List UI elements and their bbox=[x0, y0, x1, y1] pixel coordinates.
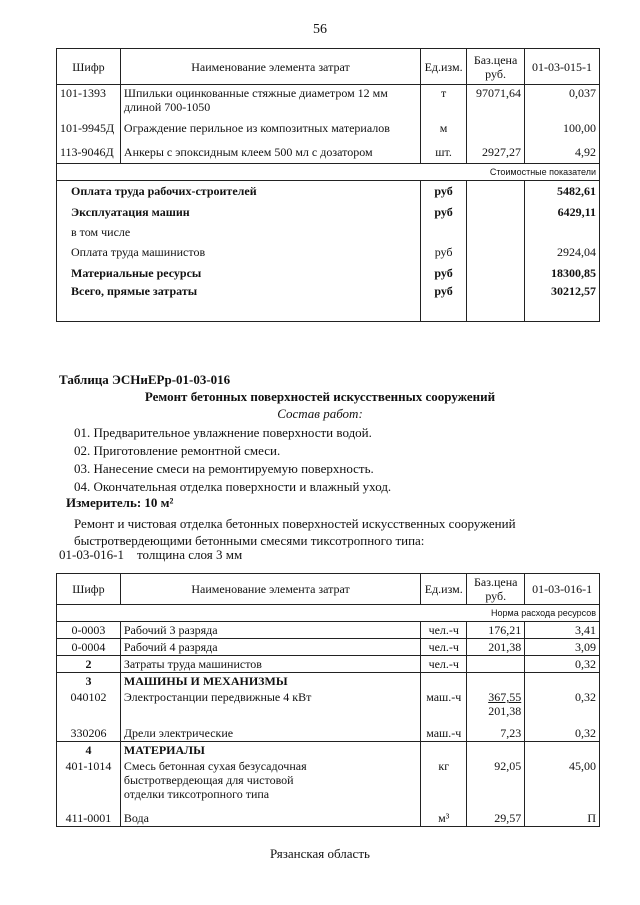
cost-name: в том числе bbox=[57, 222, 421, 242]
price-current: 367,55 bbox=[488, 690, 522, 704]
col-name: Наименование элемента затрат bbox=[120, 574, 420, 605]
col-code: Шифр bbox=[57, 49, 121, 85]
cost-value: 6429,11 bbox=[525, 201, 600, 222]
work-item: 01. Предварительное увлажнение поверхности водой. bbox=[74, 425, 372, 440]
row-code: 401-1014 bbox=[57, 758, 121, 810]
row-unit: м bbox=[421, 115, 467, 141]
row-name: Электростанции передвижные 4 кВт bbox=[120, 689, 420, 725]
section-num: 3 bbox=[57, 673, 121, 690]
cost-name: Всего, прямые затраты bbox=[57, 283, 421, 321]
cost-name: Эксплуатация машин bbox=[57, 201, 421, 222]
row-unit: чел.-ч bbox=[421, 622, 467, 639]
section-subtitle: Состав работ: bbox=[277, 406, 363, 421]
row-unit: чел.-ч bbox=[421, 656, 467, 673]
table-heading: Таблица ЭСНиЕРр-01-03-016 bbox=[59, 372, 231, 387]
col-name: Наименование элемента затрат bbox=[120, 49, 420, 85]
row-unit: шт. bbox=[421, 141, 467, 163]
row-price bbox=[467, 689, 525, 725]
row-price: 176,21 bbox=[467, 622, 525, 639]
row-code: 2 bbox=[57, 656, 121, 673]
row-code: 0-0003 bbox=[57, 622, 121, 639]
col-price: Баз.цена руб. bbox=[467, 574, 525, 605]
row-code: 101-9945Д bbox=[57, 115, 121, 141]
cost-unit: руб bbox=[421, 262, 467, 283]
row-price: 2927,27 bbox=[467, 141, 525, 163]
description: Ремонт и чистовая отделка бетонных поверхностей искусственных сооружений быстротвердеющими бетонными смесями тиксотропного типа: bbox=[74, 516, 516, 548]
cost-header: Стоимостные показатели bbox=[57, 163, 600, 180]
row-value: П bbox=[525, 810, 600, 827]
row-code: 0-0004 bbox=[57, 639, 121, 656]
cost-unit: руб bbox=[421, 180, 467, 201]
footer-region: Рязанская область bbox=[270, 846, 370, 861]
cost-unit: руб bbox=[421, 201, 467, 222]
row-unit: т bbox=[421, 85, 467, 116]
norm-header: Норма расхода ресурсов bbox=[57, 605, 600, 622]
work-item: 02. Приготовление ремонтной смеси. bbox=[74, 443, 281, 458]
row-price: 201,38 bbox=[467, 639, 525, 656]
section-num: 4 bbox=[57, 742, 121, 759]
col-unit: Ед.изм. bbox=[421, 574, 467, 605]
page-number: 56 bbox=[313, 22, 327, 37]
row-value: 3,41 bbox=[525, 622, 600, 639]
price-machinist: 201,38 bbox=[488, 704, 522, 718]
row-value: 0,037 bbox=[525, 85, 600, 116]
section-title: Ремонт бетонных поверхностей искусственных сооружений bbox=[144, 389, 496, 404]
row-name: Рабочий 4 разряда bbox=[120, 639, 420, 656]
row-name: Рабочий 3 разряда bbox=[120, 622, 420, 639]
section-name: МАШИНЫ И МЕХАНИЗМЫ bbox=[120, 673, 420, 690]
cost-name: Материальные ресурсы bbox=[57, 262, 421, 283]
cost-name: Оплата труда машинистов bbox=[57, 242, 421, 262]
row-unit: кг bbox=[421, 758, 467, 810]
row-price bbox=[467, 656, 525, 673]
row-unit: м³ bbox=[421, 810, 467, 827]
row-name: Шпильки оцинкованные стяжные диаметром 12 мм длиной 700-1050 bbox=[120, 85, 420, 116]
cost-value: 18300,85 bbox=[525, 262, 600, 283]
row-name: Дрели электрические bbox=[120, 725, 420, 742]
cost-value: 2924,04 bbox=[525, 242, 600, 262]
row-price: 97071,64 bbox=[467, 85, 525, 116]
row-price: 7,23 bbox=[467, 725, 525, 742]
col-price: Баз.цена руб. bbox=[467, 49, 525, 85]
cost-value: 5482,61 bbox=[525, 180, 600, 201]
row-value: 0,32 bbox=[525, 725, 600, 742]
row-value: 0,32 bbox=[525, 656, 600, 673]
row-price bbox=[467, 115, 525, 141]
row-code: 040102 bbox=[57, 689, 121, 725]
measure-unit: Измеритель: 10 м² bbox=[66, 495, 174, 510]
row-code: 113-9046Д bbox=[57, 141, 121, 163]
row-code: 330206 bbox=[57, 725, 121, 742]
row-name: Анкеры с эпоксидным клеем 500 мл с дозатором bbox=[120, 141, 420, 163]
col-norm: 01-03-016-1 bbox=[525, 574, 600, 605]
row-unit: маш.-ч bbox=[421, 689, 467, 725]
row-unit: чел.-ч bbox=[421, 639, 467, 656]
col-norm: 01-03-015-1 bbox=[525, 49, 600, 85]
row-name: Смесь бетонная сухая безусадочная быстротвердеющая для чистовой отделки тиксотропного типа bbox=[120, 758, 420, 810]
section-name: МАТЕРИАЛЫ bbox=[120, 742, 420, 759]
row-value: 100,00 bbox=[525, 115, 600, 141]
cost-name: Оплата труда рабочих-строителей bbox=[57, 180, 421, 201]
variant-line: 01-03-016-1 толщина слоя 3 мм bbox=[59, 547, 243, 562]
row-price: 29,57 bbox=[467, 810, 525, 827]
row-code: 101-1393 bbox=[57, 85, 121, 116]
resource-table-016 bbox=[56, 573, 600, 827]
row-price: 92,05 bbox=[467, 758, 525, 810]
col-unit: Ед.изм. bbox=[421, 49, 467, 85]
row-value: 4,92 bbox=[525, 141, 600, 163]
work-item: 03. Нанесение смеси на ремонтируемую поверхность. bbox=[74, 461, 374, 476]
row-name: Затраты труда машинистов bbox=[120, 656, 420, 673]
resource-table-015 bbox=[56, 48, 600, 322]
work-item: 04. Окончательная отделка поверхности и влажный уход. bbox=[74, 479, 392, 494]
row-name: Ограждение перильное из композитных материалов bbox=[120, 115, 420, 141]
cost-unit: руб bbox=[421, 242, 467, 262]
cost-value: 30212,57 bbox=[525, 283, 600, 321]
row-name: Вода bbox=[120, 810, 420, 827]
row-value: 3,09 bbox=[525, 639, 600, 656]
row-unit: маш.-ч bbox=[421, 725, 467, 742]
cost-unit: руб bbox=[421, 283, 467, 321]
row-value: 45,00 bbox=[525, 758, 600, 810]
col-code: Шифр bbox=[57, 574, 121, 605]
row-code: 411-0001 bbox=[57, 810, 121, 827]
row-value: 0,32 bbox=[525, 689, 600, 725]
